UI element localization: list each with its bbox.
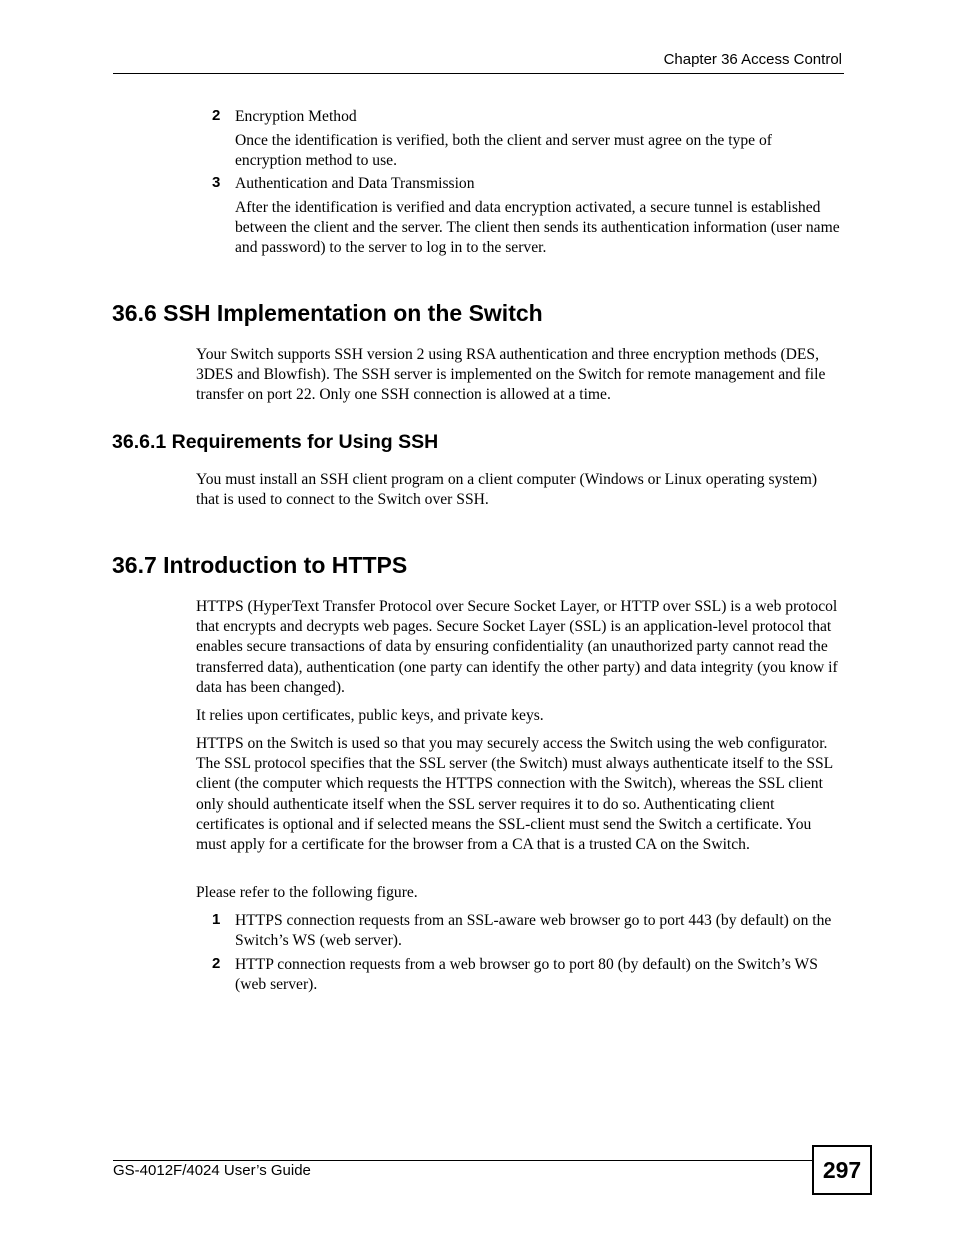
list-item-body: After the identification is verified and data encryption activated, a secure tunnel is established between the client and the server. The client then sends its authentication information (user name and password) to the server to log in to the server. [235, 199, 840, 257]
list-item-title: Encryption Method [235, 108, 357, 125]
header-rule [113, 73, 844, 74]
list-number: 1 [212, 911, 221, 928]
page-number: 297 [812, 1145, 872, 1195]
list-number: 2 [212, 107, 221, 124]
paragraph: Please refer to the following figure. [196, 884, 418, 901]
footer-rule [113, 1160, 813, 1161]
footer-guide-title: GS-4012F/4024 User’s Guide [113, 1162, 311, 1179]
list-item-title: Authentication and Data Transmission [235, 175, 475, 192]
list-number: 2 [212, 955, 221, 972]
paragraph: You must install an SSH client program on a client computer (Windows or Linux operating system) that is used to connect to the Switch over SSH. [196, 471, 818, 509]
list-item-body: Once the identification is verified, both the client and server must agree on the type of encryption method to use. [235, 132, 772, 170]
section-heading: 36.6 SSH Implementation on the Switch [112, 300, 543, 326]
list-item-body: HTTP connection requests from a web browser go to port 80 (by default) on the Switch’s WS (web server). [235, 956, 818, 994]
running-header: Chapter 36 Access Control [663, 51, 842, 68]
section-heading: 36.7 Introduction to HTTPS [112, 552, 408, 578]
paragraph: Your Switch supports SSH version 2 using RSA authentication and three encryption methods (DES, 3DES and Blowfish). The SSH server is implemented on the Switch for remote management and file transfer on port 22. Only one SSH connection is allowed at a time. [196, 346, 826, 404]
paragraph: It relies upon certificates, public keys, and private keys. [196, 707, 544, 724]
paragraph: HTTPS on the Switch is used so that you may securely access the Switch using the web configurator. The SSL protocol specifies that the SSL server (the Switch) must always authenticate itself to the SSL client (the computer which requests the HTTPS connection with the Switch), whereas the SSL client only should authenticate itself when the SSL server requires it to do so. Authenticating client certificates is optional and if selected means the SSL-client must send the Switch a certificate. You must apply for a certificate for the browser from a CA that is a trusted CA on the Switch. [196, 735, 833, 854]
subsection-heading: 36.6.1 Requirements for Using SSH [112, 431, 439, 453]
list-item-body: HTTPS connection requests from an SSL-aware web browser go to port 443 (by default) on the Switch’s WS (web server). [235, 912, 832, 950]
list-number: 3 [212, 174, 221, 191]
paragraph: HTTPS (HyperText Transfer Protocol over Secure Socket Layer, or HTTP over SSL) is a web protocol that encrypts and decrypts web pages. Secure Socket Layer (SSL) is an application-level protocol that enables secure transactions of data by ensuring confidentiality (an unauthorized party cannot read the transferred data), authentication (one party can identify the other party) and data integrity (you know if data has been changed). [196, 598, 838, 696]
